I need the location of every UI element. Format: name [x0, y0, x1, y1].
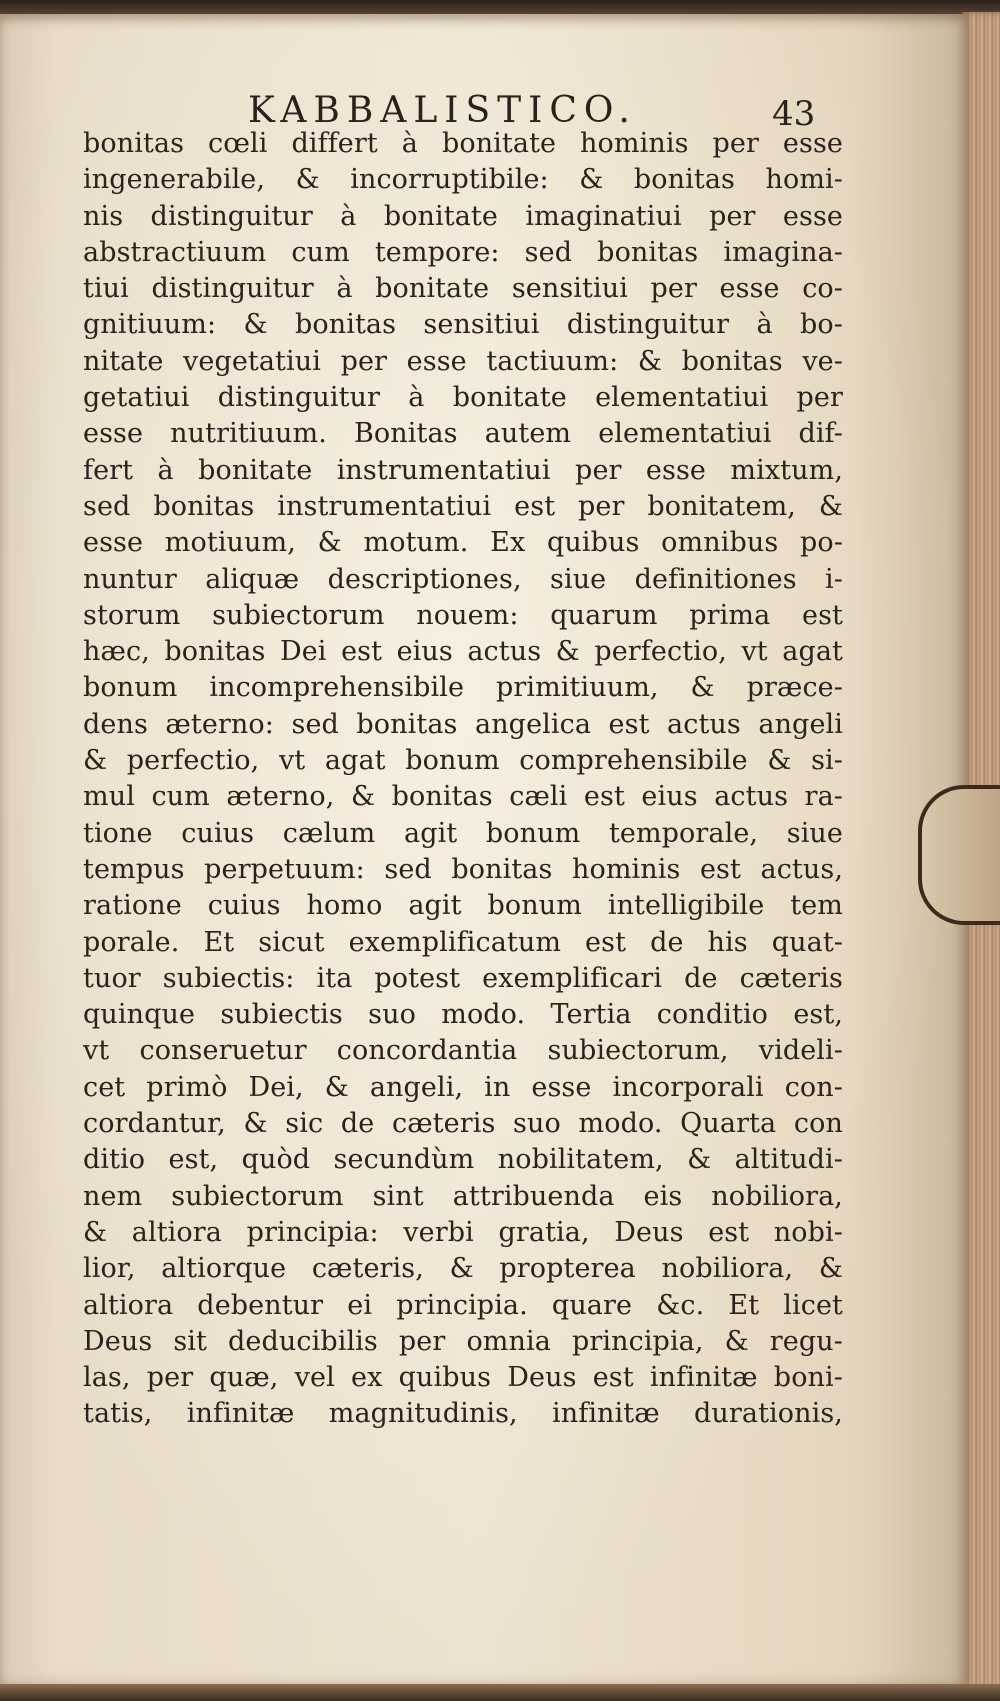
text-line: & altiora principia: verbi gratia, Deus est nobi-: [83, 1216, 843, 1248]
text-line: ratione cuius homo agit bonum intelligibile tem: [83, 890, 843, 922]
text-line: tempus perpetuum: sed bonitas hominis est actus,: [83, 853, 843, 885]
text-line: mul cum æterno, & bonitas cæli est eius actus ra-: [83, 781, 843, 813]
running-head: KABBALISTICO.: [248, 90, 637, 131]
text-line: nitate vegetatiui per esse tactiuum: & bonitas ve-: [83, 345, 843, 377]
text-line: nis distinguitur à bonitate imaginatiui per esse: [83, 200, 843, 232]
book-page: [0, 14, 968, 1686]
clasp-tab: [918, 785, 1000, 925]
text-line: abstractiuum cum tempore: sed bonitas imagina-: [83, 236, 843, 268]
text-line: cet primò Dei, & angeli, in esse incorporali con-: [83, 1071, 843, 1103]
bottom-edge-shadow: [0, 1684, 1000, 1701]
text-line: Deus sit deducibilis per omnia principia, & regu-: [83, 1325, 843, 1357]
text-line: ditio est, quòd secundùm nobilitatem, & altitudi-: [83, 1144, 843, 1176]
text-line: hæc, bonitas Dei est eius actus & perfectio, vt agat: [83, 636, 843, 668]
body-text: [83, 126, 843, 1433]
page-number: 43: [772, 94, 816, 134]
text-line: vt conseruetur concordantia subiectorum, videli-: [83, 1035, 843, 1067]
text-line: cordantur, & sic de cæteris suo modo. Quarta con: [83, 1108, 843, 1140]
text-line: nuntur aliquæ descriptiones, siue definitiones i-: [83, 563, 843, 595]
text-line: ingenerabile, & incorruptibile: & bonitas homi-: [83, 164, 843, 196]
text-line: storum subiectorum nouem: quarum prima est: [83, 599, 843, 631]
text-line: nem subiectorum sint attribuenda eis nobiliora,: [83, 1180, 843, 1212]
text-line: esse motiuum, & motum. Ex quibus omnibus po-: [83, 527, 843, 559]
text-line: dens æterno: sed bonitas angelica est actus angeli: [83, 708, 843, 740]
text-line: & perfectio, vt agat bonum comprehensibile & si-: [83, 745, 843, 777]
text-line: tione cuius cælum agit bonum temporale, siue: [83, 817, 843, 849]
text-line: lior, altiorque cæteris, & propterea nobiliora, &: [83, 1253, 843, 1285]
text-line: altiora debentur ei principia. quare &c. Et licet: [83, 1289, 843, 1321]
text-line: sed bonitas instrumentatiui est per bonitatem, &: [83, 490, 843, 522]
text-line: fert à bonitate instrumentatiui per esse mixtum,: [83, 454, 843, 486]
text-line: quinque subiectis suo modo. Tertia conditio est,: [83, 999, 843, 1031]
text-line: tuor subiectis: ita potest exemplificari de cæteris: [83, 962, 843, 994]
text-line: tiui distinguitur à bonitate sensitiui per esse co-: [83, 273, 843, 305]
text-line: porale. Et sicut exemplificatum est de his quat-: [83, 926, 843, 958]
text-line: bonum incomprehensibile primitiuum, & præce-: [83, 672, 843, 704]
text-line: tatis, infinitæ magnitudinis, infinitæ durationis,: [83, 1398, 843, 1430]
text-line: gnitiuum: & bonitas sensitiui distinguitur à bo-: [83, 309, 843, 341]
text-line: esse nutritiuum. Bonitas autem elementatiui dif-: [83, 418, 843, 450]
text-line: las, per quæ, vel ex quibus Deus est infinitæ boni-: [83, 1362, 843, 1394]
text-line: bonitas cœli differt à bonitate hominis per esse: [83, 128, 843, 159]
text-line: getatiui distinguitur à bonitate elementatiui per: [83, 382, 843, 414]
